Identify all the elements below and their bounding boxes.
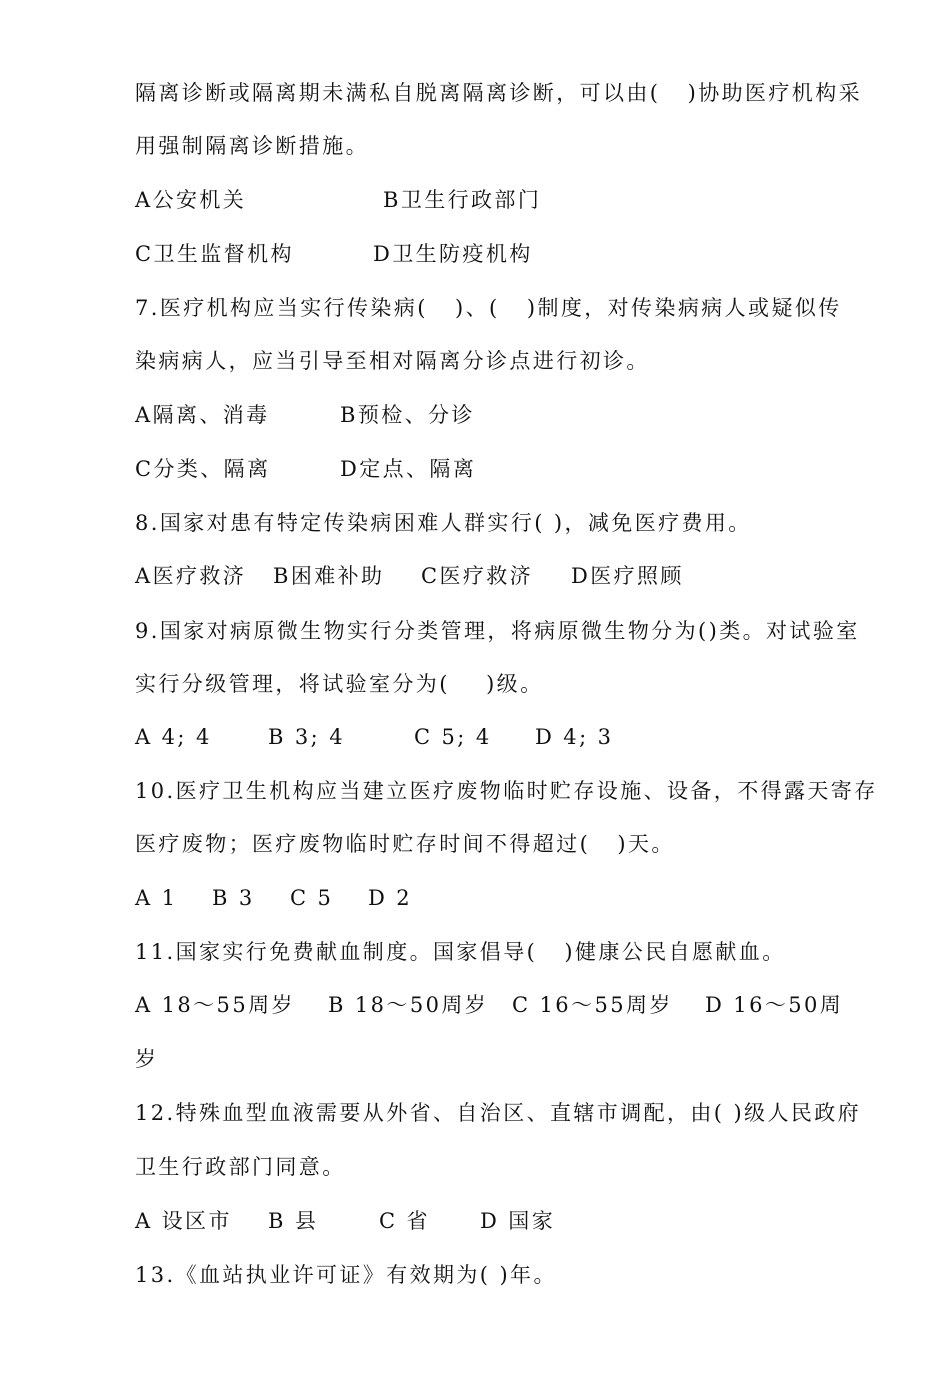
q6-options-row-2 <box>135 239 835 269</box>
q9-option-c: C 5; 4 <box>414 725 492 749</box>
q6-text-line-1: 隔离诊断或隔离期未满私自脱离隔离诊断，可以由( )协助医疗机构采 <box>135 81 863 105</box>
q9-option-b: B 3; 4 <box>268 725 345 749</box>
q9-option-a: A 4; 4 <box>135 725 212 749</box>
q11-option-b: B 18～50周岁 <box>328 993 489 1017</box>
q11-options-row <box>135 990 844 1020</box>
q12-option-c: C 省 <box>379 1209 430 1233</box>
q12-text-line-1: 12.特殊血型血液需要从外省、自治区、直辖市调配，由( )级人民政府 <box>135 1101 862 1125</box>
q9-options-row <box>135 722 835 752</box>
q10-option-b: B 3 <box>212 886 255 910</box>
q8-options-row <box>135 561 835 591</box>
q6-option-b: B卫生行政部门 <box>383 188 542 212</box>
q7-options-row-2 <box>135 454 835 484</box>
q11-text-line-1: 11.国家实行免费献血制度。国家倡导( )健康公民自愿献血。 <box>135 940 786 964</box>
q7-text-line-2: 染病病人，应当引导至相对隔离分诊点进行初诊。 <box>135 349 650 373</box>
q10-option-a: A 1 <box>135 886 178 910</box>
q10-options-row <box>135 883 835 913</box>
q13-text-line-1: 13.《血站执业许可证》有效期为( )年。 <box>135 1263 557 1287</box>
q6-option-d: D卫生防疫机构 <box>373 242 533 266</box>
q9-text-line-2: 实行分级管理，将试验室分为( )级。 <box>135 672 544 696</box>
q10-text-line-2: 医疗废物；医疗废物临时贮存时间不得超过( )天。 <box>135 832 675 856</box>
q9-text-line-1: 9.国家对病原微生物实行分类管理，将病原微生物分为()类。对试验室 <box>135 619 860 643</box>
q7-option-d: D定点、隔离 <box>340 457 477 481</box>
q6-options-row-1 <box>135 185 835 215</box>
q10-text-line-1: 10.医疗卫生机构应当建立医疗废物临时贮存设施、设备，不得露天寄存 <box>135 779 878 803</box>
q7-text-line-1: 7.医疗机构应当实行传染病( )、( )制度，对传染病病人或疑似传 <box>135 296 842 320</box>
q12-option-d: D 国家 <box>480 1209 556 1233</box>
q8-option-c: C医疗救济 <box>421 564 534 588</box>
q7-option-c: C分类、隔离 <box>135 457 271 481</box>
q12-text-line-2: 卫生行政部门同意。 <box>135 1155 346 1179</box>
q6-option-a: A公安机关 <box>135 188 247 212</box>
q12-option-b: B 县 <box>268 1209 319 1233</box>
q10-option-c: C 5 <box>290 886 334 910</box>
q9-option-d: D 4; 3 <box>535 725 614 749</box>
q11-option-c: C 16～55周岁 <box>512 993 673 1017</box>
q8-option-d: D医疗照顾 <box>571 564 684 588</box>
q6-option-c: C卫生监督机构 <box>135 242 294 266</box>
q7-options-row-1 <box>135 400 835 430</box>
q8-text-line-1: 8.国家对患有特定传染病困难人群实行( )，减免医疗费用。 <box>135 511 752 535</box>
q12-options-row <box>135 1206 835 1236</box>
q7-option-a: A隔离、消毒 <box>135 403 270 427</box>
q11-option-d: D 16～50周 <box>705 993 844 1017</box>
q11-option-d-wrap: 岁 <box>135 1047 159 1071</box>
q8-option-a: A医疗救济 <box>135 564 247 588</box>
q7-option-b: B预检、分诊 <box>340 403 475 427</box>
q8-option-b: B困难补助 <box>273 564 385 588</box>
q6-text-line-2: 用强制隔离诊断措施。 <box>135 134 369 158</box>
q12-option-a: A 设区市 <box>135 1209 232 1233</box>
q10-option-d: D 2 <box>368 886 413 910</box>
q11-option-a: A 18～55周岁 <box>135 993 295 1017</box>
